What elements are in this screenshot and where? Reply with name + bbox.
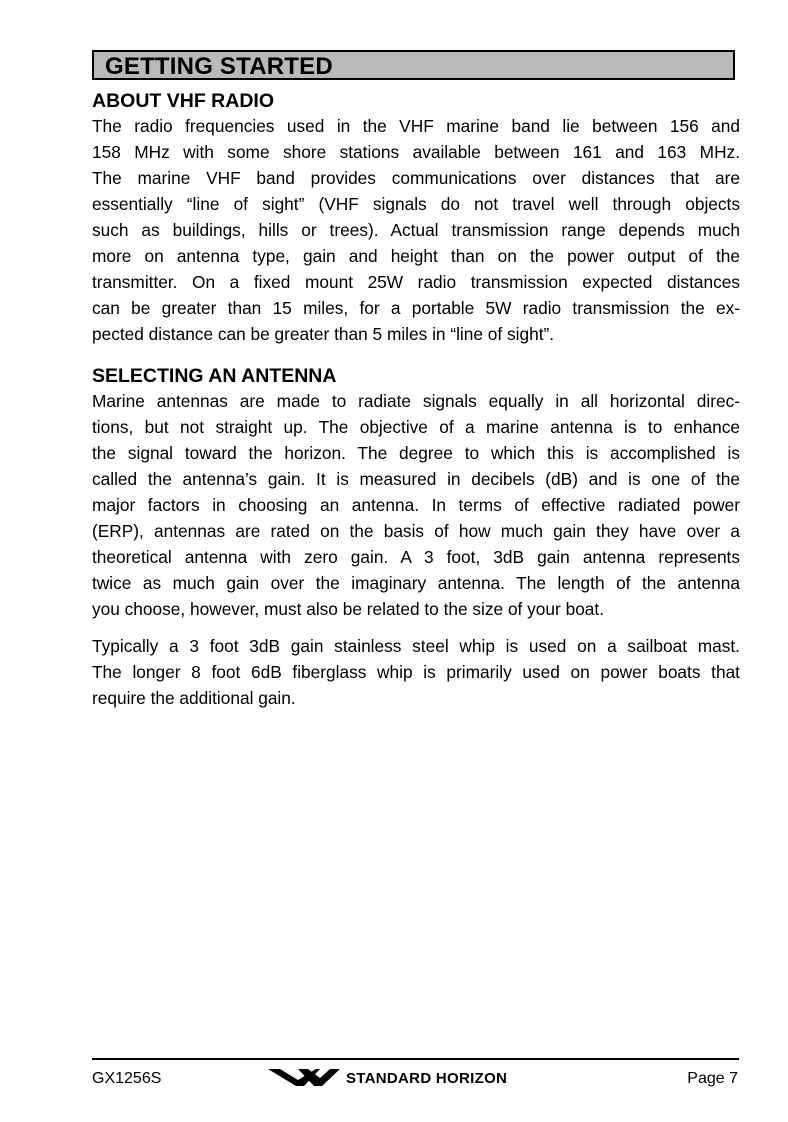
selecting-antenna-section bbox=[92, 364, 740, 711]
paragraph-line: The marine VHF band provides communications over distances that are bbox=[92, 168, 740, 188]
paragraph-line: essentially “line of sight” (VHF signals do not travel well through objects bbox=[92, 194, 740, 214]
paragraph-line: more on antenna type, gain and height than on the power output of the bbox=[92, 246, 740, 266]
paragraph-line: the signal toward the horizon. The degree to which this is accomplished is bbox=[92, 443, 740, 463]
paragraph-line: major factors in choosing an antenna. In terms of effective radiated power bbox=[92, 495, 740, 515]
paragraph-line: can be greater than 15 miles, for a portable 5W radio transmission the ex- bbox=[92, 298, 740, 318]
section-title: GETTING STARTED bbox=[105, 53, 333, 80]
paragraph-line: transmitter. On a fixed mount 25W radio transmission expected distances bbox=[92, 272, 740, 292]
footer-model: GX1256S bbox=[92, 1070, 162, 1087]
section-banner bbox=[92, 50, 735, 80]
paragraph-line: tions, but not straight up. The objective of a marine antenna is to enhance bbox=[92, 417, 740, 437]
paragraph-line: The radio frequencies used in the VHF marine band lie between 156 and bbox=[92, 116, 740, 136]
paragraph-line: 158 MHz with some shore stations available between 161 and 163 MHz. bbox=[92, 142, 740, 162]
brand-name: STANDARD HORIZON bbox=[346, 1070, 508, 1087]
antenna-paragraph-2 bbox=[92, 633, 740, 711]
paragraph-line: pected distance can be greater than 5 miles in “line of sight”. bbox=[92, 324, 555, 344]
paragraph-line: require the additional gain. bbox=[92, 688, 296, 708]
antenna-paragraph-1 bbox=[92, 388, 740, 622]
paragraph-line: Typically a 3 foot 3dB gain stainless steel whip is used on a sailboat mast. bbox=[92, 636, 740, 656]
paragraph-line: theoretical antenna with zero gain. A 3 foot, 3dB gain antenna represents bbox=[92, 547, 740, 567]
paragraph-line: twice as much gain over the imaginary antenna. The length of the antenna bbox=[92, 573, 740, 593]
paragraph-line: you choose, however, must also be related to the size of your boat. bbox=[92, 599, 605, 619]
page-number: Page 7 bbox=[687, 1070, 738, 1087]
paragraph-line: such as buildings, hills or trees). Actual transmission range depends much bbox=[92, 220, 740, 240]
paragraph-line: The longer 8 foot 6dB fiberglass whip is primarily used on power boats that bbox=[92, 662, 740, 682]
about-vhf-section bbox=[92, 89, 740, 347]
paragraph-line: (ERP), antennas are rated on the basis of how much gain they have over a bbox=[92, 521, 740, 541]
selecting-antenna-heading: SELECTING AN ANTENNA bbox=[92, 365, 337, 387]
paragraph-line: Marine antennas are made to radiate signals equally in all horizontal direc- bbox=[92, 391, 740, 411]
about-vhf-paragraph bbox=[92, 113, 740, 347]
paragraph-line: called the antenna’s gain. It is measured in decibels (dB) and is one of the bbox=[92, 469, 740, 489]
footer-divider bbox=[92, 1058, 739, 1060]
brand-chevron-icon bbox=[268, 1066, 342, 1090]
about-vhf-heading: ABOUT VHF RADIO bbox=[92, 90, 274, 112]
